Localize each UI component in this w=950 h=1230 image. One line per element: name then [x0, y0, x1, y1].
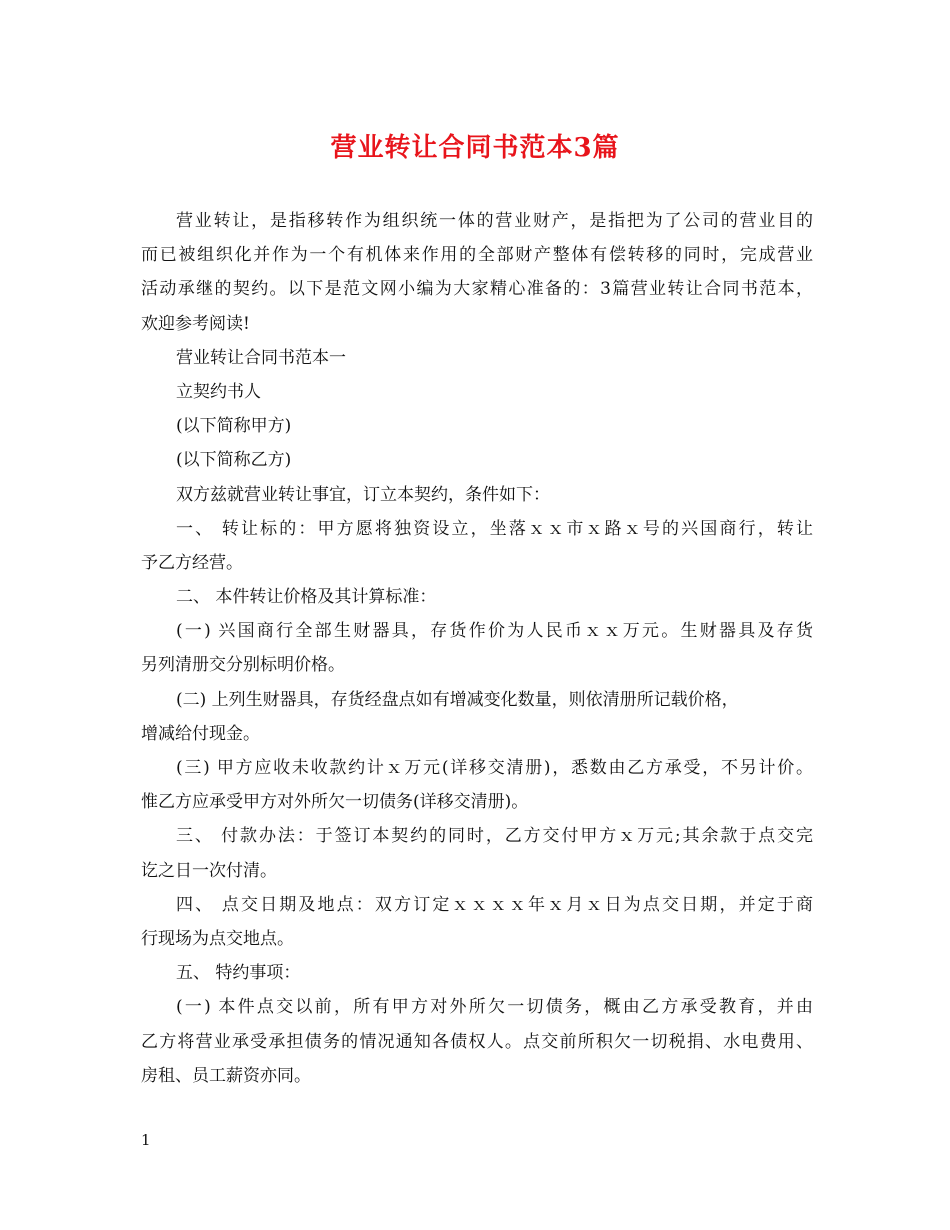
body-line-23: 五、 特约事项：: [176, 963, 301, 984]
body-line-7: (以下简称甲方): [176, 416, 292, 437]
body-line-2: 而已被组织化并作为一个有机体来作用的全部财产整体有偿转移的同时，完成营业: [141, 245, 813, 266]
body-line-3: 活动承继的契约。以下是范文网小编为大家精心准备的：3篇营业转让合同书范本，: [141, 279, 813, 300]
body-line-13: (一) 兴国商行全部生财器具，存货作价为人民币ｘｘ万元。生财器具及存货: [176, 621, 813, 642]
body-line-17: (三) 甲方应收未收款约计ｘ万元(详移交清册)，悉数由乙方承受，不另计价。: [176, 758, 813, 778]
body-line-24: (一) 本件点交以前，所有甲方对外所欠一切债务，概由乙方承受教育，并由: [176, 997, 813, 1018]
body-line-16: 增减给付现金。: [141, 723, 260, 744]
section-heading-contract-one: 营业转让合同书范本一: [176, 347, 346, 368]
body-line-21: 四、 点交日期及地点：双方订定ｘｘｘｘ年ｘ月ｘ日为点交日期，并定于商: [176, 894, 813, 915]
body-line-8: (以下简称乙方): [176, 450, 292, 471]
body-line-19: 三、 付款办法：于签订本契约的同时，乙方交付甲方ｘ万元;其余款于点交完: [176, 826, 813, 847]
page-number: 1: [141, 1131, 151, 1149]
body-line-4: 欢迎参考阅读!: [141, 313, 250, 334]
body-line-11: 予乙方经营。: [141, 552, 243, 573]
body-line-10: 一、 转让标的：甲方愿将独资设立，坐落ｘｘ市ｘ路ｘ号的兴国商行，转让: [176, 518, 813, 539]
body-line-18: 惟乙方应承受甲方对外所欠一切债务(详移交清册)。: [141, 792, 529, 813]
body-line-15: (二) 上列生财器具，存货经盘点如有增减变化数量，则依清册所记载价格，: [176, 689, 739, 710]
body-line-6: 立契约书人: [176, 381, 261, 402]
body-line-12: 二、 本件转让价格及其计算标准：: [176, 587, 437, 608]
body-line-14: 另列清册交分别标明价格。: [141, 655, 345, 676]
document-title: 营业转让合同书范本3篇: [330, 133, 620, 163]
body-line-26: 房租、员工薪资亦同。: [141, 1065, 311, 1086]
body-line-22: 行现场为点交地点。: [141, 928, 294, 949]
body-line-25: 乙方将营业承受承担债务的情况通知各债权人。点交前所积欠一切税捐、水电费用、: [141, 1031, 813, 1052]
body-line-1: 营业转让，是指移转作为组织统一体的营业财产，是指把为了公司的营业目的: [176, 211, 813, 231]
body-line-20: 讫之日一次付清。: [141, 860, 277, 881]
document-body: [141, 204, 813, 1093]
body-line-9: 双方兹就营业转让事宜，订立本契约，条件如下：: [176, 484, 550, 505]
